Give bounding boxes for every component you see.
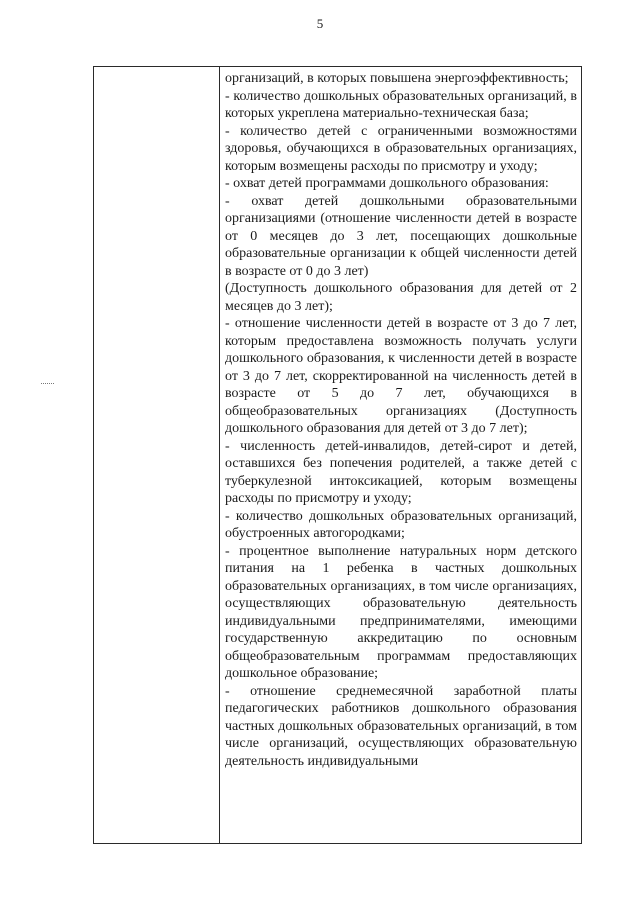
indicator-paragraph: (Доступность дошкольного образования для детей от 2 месяцев до 3 лет);	[225, 281, 577, 314]
table-right-cell	[220, 67, 581, 843]
indicator-paragraph: - численность детей-инвалидов, детей-сирот и детей, оставшихся без попечения родителей, а также детей с туберкулезной интоксикацией, которым возмещены расходы по присмотру и уходу;	[225, 438, 577, 506]
page-number: 5	[316, 16, 324, 31]
indicator-paragraph: - процентное выполнение натуральных норм детского питания на 1 ребенка в частных дошкольных образовательных организациях, в том числе организациях, осуществляющих образовательную деятельность индивидуальными предпринимателями, имеющими государственную аккредитацию по основным общеобразовательным программам предоставляющих дошкольное образование;	[225, 543, 577, 681]
indicator-paragraph: - количество детей с ограниченными возможностями здоровья, обучающихся в образовательных организациях, которым возмещены расходы по присмотру и уходу;	[225, 123, 577, 174]
indicator-paragraph: - охват детей программами дошкольного образования:	[225, 176, 549, 191]
table-left-cell	[94, 67, 220, 843]
document-table	[93, 66, 582, 844]
indicator-paragraph: - отношение численности детей в возрасте от 3 до 7 лет, которым предоставлена возможность получать услуги дошкольного образования, к численности детей в возрасте от 3 до 7 лет, скорректированной на численность детей в возрасте от 5 до 7 лет, обучающихся в общеобразовательных организациях (Доступность дошкольного образования для детей от 3 до 7 лет);	[225, 316, 577, 436]
indicator-paragraph: - количество дошкольных образовательных организаций, в которых укреплена материально-техническая база;	[225, 88, 577, 121]
margin-mark	[41, 383, 54, 384]
indicator-paragraph: - отношение среднемесячной заработной платы педагогических работников дошкольного образования частных дошкольных образовательных организаций, в том числе организаций, осуществляющих образовательную деятельность индивидуальными	[225, 683, 577, 769]
indicator-paragraph: - количество дошкольных образовательных организаций, обустроенных автогородками;	[225, 508, 577, 541]
indicator-paragraph: организаций, в которых повышена энергоэффективность;	[225, 71, 569, 86]
indicator-paragraph: - охват детей дошкольными образовательными организациями (отношение численности детей в возрасте от 0 месяцев до 3 лет, посещающих дошкольные образовательные организации к общей численности детей в возрасте от 0 до 3 лет)	[225, 193, 577, 279]
